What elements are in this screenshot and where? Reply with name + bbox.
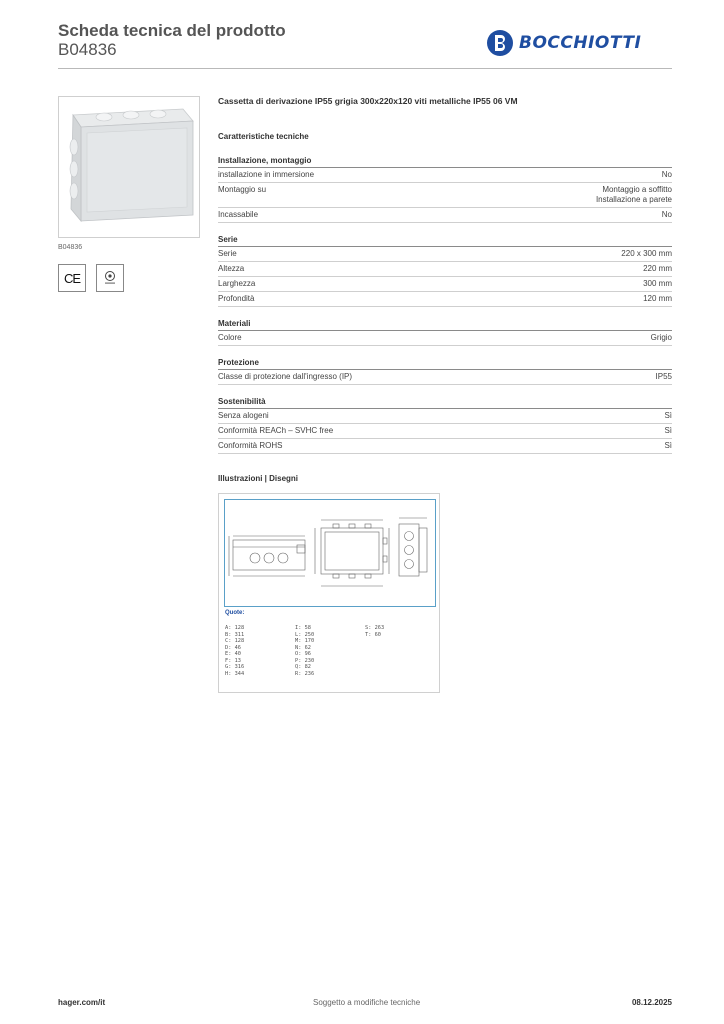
header-divider: [58, 68, 672, 69]
spec-value: [643, 294, 672, 304]
spec-row: [218, 331, 672, 346]
spec-row: [218, 262, 672, 277]
spec-row: [218, 168, 672, 183]
quote-entry: E: 40: [225, 651, 241, 657]
ce-mark-text: CE: [63, 270, 81, 286]
spec-label: installazione in immersione: [218, 170, 315, 179]
spec-row: [218, 247, 672, 262]
spec-row: [218, 208, 672, 223]
spec-row: [218, 409, 672, 424]
section-title: Protezione: [218, 358, 672, 370]
spec-row: [218, 292, 672, 307]
brand-logo: [486, 28, 641, 58]
quote-entry: N: 62: [295, 644, 311, 651]
spec-value: [664, 441, 672, 451]
spec-value-line: 300 mm: [643, 279, 672, 288]
spec-value: [643, 264, 672, 274]
spec-label: Senza alogeni: [218, 411, 269, 420]
spec-value-line: IP55: [655, 372, 672, 381]
quote-entry: F: 13: [225, 657, 241, 664]
spec-value-line: No: [661, 170, 672, 179]
spec-label: Conformità REACh – SVHC free: [218, 426, 334, 435]
product-description: Cassetta di derivazione IP55 grigia 300x220x120 viti metalliche IP55 06 VM: [218, 96, 518, 106]
spec-section: [218, 319, 672, 346]
spec-label: Colore: [218, 333, 242, 342]
spec-value: [621, 249, 672, 259]
spec-row: [218, 183, 672, 208]
spec-value-line: 220 x 300 mm: [621, 249, 672, 258]
section-title: Serie: [218, 235, 672, 247]
spec-row: [218, 370, 672, 385]
spec-value-line: Installazione a parete: [595, 195, 672, 204]
quote-entry: P: 230: [295, 657, 315, 664]
spec-sections: [218, 156, 672, 454]
quote-entry: C: 128: [225, 638, 245, 644]
spec-label: Altezza: [218, 264, 245, 273]
spec-label: Larghezza: [218, 279, 256, 288]
characteristics-heading: Caratteristiche tecniche: [218, 132, 309, 141]
spec-value-line: Sì: [664, 426, 672, 435]
product-image: [58, 96, 200, 238]
quote-entry: G: 316: [225, 664, 245, 670]
page-title: Scheda tecnica del prodotto: [58, 21, 286, 40]
brand-name: BOCCHIOTTI: [519, 33, 642, 53]
spec-value-line: Montaggio a soffitto: [602, 185, 672, 194]
quality-seal-icon: [103, 270, 117, 286]
quote-label: Quote:: [225, 610, 245, 616]
spec-value: [596, 185, 672, 205]
section-title: Installazione, montaggio: [218, 156, 672, 168]
quote-entry: B: 311: [225, 631, 245, 638]
spec-row: [218, 277, 672, 292]
image-caption: B04836: [58, 244, 83, 251]
quote-entry: Q: 82: [295, 664, 311, 670]
spec-label: Conformità ROHS: [218, 441, 283, 450]
technical-drawing: [218, 493, 440, 693]
illustrations-heading: Illustrazioni | Disegni: [218, 474, 299, 483]
footer-date: 08.12.2025: [631, 998, 672, 1007]
section-title: Sostenibilità: [218, 397, 672, 409]
section-title: Materiali: [218, 319, 672, 331]
spec-value-line: 220 mm: [643, 264, 672, 273]
quote-entry: T: 60: [365, 631, 381, 638]
spec-label: Montaggio su: [218, 185, 267, 194]
spec-value: [664, 411, 672, 421]
junction-box-image: [59, 97, 199, 237]
footer-website[interactable]: hager.com/it: [58, 998, 106, 1007]
spec-section: [218, 358, 672, 385]
quote-entry: O: 96: [295, 651, 311, 657]
quote-column: [295, 625, 314, 677]
spec-value-line: 120 mm: [643, 294, 672, 303]
drawing-frame: [224, 499, 436, 607]
spec-label: Incassabile: [218, 210, 259, 219]
quote-entry: I: 58: [295, 625, 311, 631]
product-code: B04836: [58, 40, 117, 59]
quote-column: [225, 625, 244, 677]
spec-value: [656, 372, 672, 382]
quote-column: [365, 625, 384, 638]
bocchiotti-logo-icon: [486, 29, 514, 57]
quote-entry: S: 263: [365, 625, 385, 631]
spec-value-line: Sì: [664, 441, 672, 450]
spec-section: [218, 235, 672, 307]
spec-value: [643, 279, 672, 289]
spec-value: [651, 333, 672, 343]
spec-value: [662, 170, 672, 180]
product-details: [218, 96, 672, 454]
quality-mark-icon: [96, 264, 124, 292]
spec-label: Serie: [218, 249, 237, 258]
quote-entry: M: 170: [295, 638, 315, 644]
quote-entry: L: 250: [295, 631, 315, 638]
spec-value: [664, 426, 672, 436]
ce-mark-icon: [58, 264, 86, 292]
dimension-drawing: [225, 500, 435, 606]
spec-label: Classe di protezione dall'ingresso (IP): [218, 372, 353, 381]
spec-value: [662, 210, 672, 220]
footer-note: Soggetto a modifiche tecniche: [313, 998, 421, 1007]
quote-entry: H: 344: [225, 670, 245, 677]
spec-row: [218, 439, 672, 454]
spec-value-line: Grigio: [650, 333, 672, 342]
spec-section: [218, 397, 672, 454]
quote-entry: A: 128: [225, 625, 245, 631]
quote-entry: R: 236: [295, 670, 315, 677]
spec-row: [218, 424, 672, 439]
spec-value-line: No: [661, 210, 672, 219]
spec-value-line: Sì: [664, 411, 672, 420]
quote-entry: D: 46: [225, 644, 241, 651]
spec-section: [218, 156, 672, 223]
spec-label: Profondità: [218, 294, 255, 303]
